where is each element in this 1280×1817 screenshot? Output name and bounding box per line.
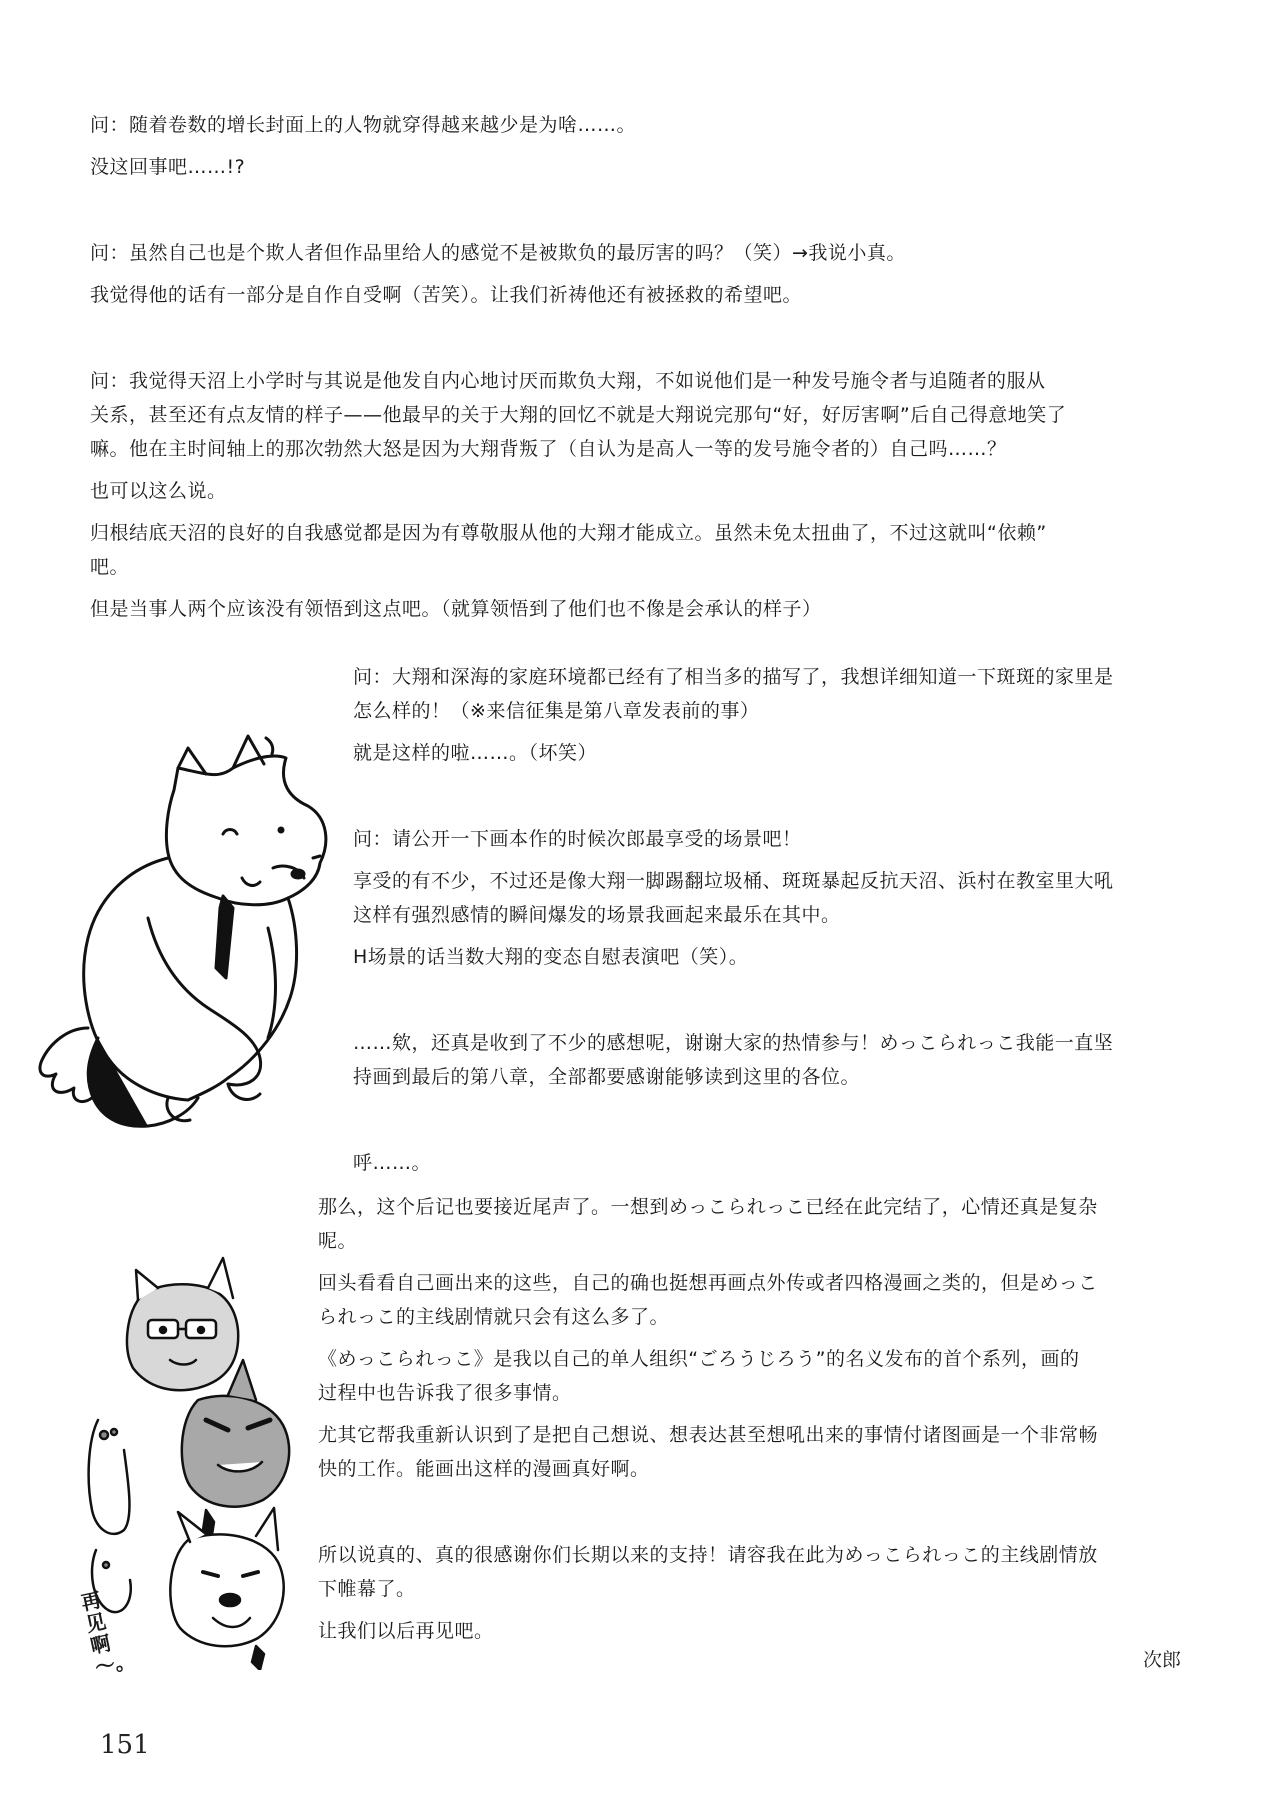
closing-4-line2: 快的工作。能画出这样的漫画真好啊。 bbox=[318, 1458, 650, 1480]
closing-3-line1: 《めっこられっこ》是我以自己的单人组织“ごろうじろう”的名义发布的首个系列，画的 bbox=[318, 1348, 1080, 1370]
answer-amanuma-3: 但是当事人两个应该没有领悟到这点吧。（就算领悟到了他们也不像是会承认的样子） bbox=[90, 598, 822, 620]
answer-favorite-scene-line2: 这样有强烈感情的瞬间爆发的场景我画起来最乐在其中。 bbox=[353, 904, 841, 926]
question-amanuma-line1: 问：我觉得天沼上小学时与其说是他发自内心地讨厌而欺负大翔，不如说他们是一种发号施令者与追随者的服从 bbox=[90, 370, 1046, 392]
closing-6: 让我们以后再见吧。 bbox=[318, 1620, 494, 1642]
sigh-text: 呼……。 bbox=[353, 1152, 432, 1174]
thanks-line1: ……欸，还真是收到了不少的感想呢，谢谢大家的热情参与！めっこられっこ我能一直坚 bbox=[353, 1032, 1114, 1054]
closing-5-line1: 所以说真的、真的很感谢你们长期以来的支持！请容我在此为めっこられっこ的主线剧情放 bbox=[318, 1544, 1098, 1566]
answer-banban: 就是这样的啦……。（坏笑） bbox=[353, 742, 598, 764]
question-favorite-scene: 问：请公开一下画本作的时候次郎最享受的场景吧！ bbox=[353, 828, 802, 850]
answer-bully: 我觉得他的话有一部分是自作自受啊（苦笑）。让我们祈祷他还有被拯救的希望吧。 bbox=[90, 284, 803, 306]
question-amanuma-line2: 关系，甚至还有点友情的样子——他最早的关于大翔的回忆不就是大翔说完那句“好，好厉害啊”后自己得意地笑了 bbox=[90, 404, 1067, 426]
answer-covers: 没这回事吧……!? bbox=[90, 156, 246, 178]
page-number: 151 bbox=[100, 1730, 150, 1760]
closing-3-line2: 过程中也告诉我了很多事情。 bbox=[318, 1382, 572, 1404]
thanks-line2: 持画到最后的第八章，全部都要感谢能够读到这里的各位。 bbox=[353, 1066, 861, 1088]
question-bully: 问：虽然自己也是个欺人者但作品里给人的感觉不是被欺负的最厉害的吗？（笑）→我说小真。 bbox=[90, 242, 906, 264]
answer-favorite-scene-2: H场景的话当数大翔的变态自慰表演吧（笑）。 bbox=[353, 946, 749, 968]
answer-amanuma-1: 也可以这么说。 bbox=[90, 480, 227, 502]
closing-5-line2: 下帷幕了。 bbox=[318, 1578, 416, 1600]
closing-2-line1: 回头看看自己画出来的这些，自己的确也挺想再画点外传或者四格漫画之类的，但是めっこ bbox=[318, 1272, 1098, 1294]
closing-2-line2: られっこ的主线剧情就只会有这么多了。 bbox=[318, 1306, 670, 1328]
closing-1-line1: 那么，这个后记也要接近尾声了。一想到めっこられっこ已经在此完结了，心情还真是复杂 bbox=[318, 1196, 1098, 1218]
closing-1-line2: 呢。 bbox=[318, 1230, 358, 1252]
author-signature: 次郎 bbox=[1143, 1649, 1182, 1671]
goodbye-handwritten-text: 再见啊～。 bbox=[79, 1587, 137, 1680]
answer-amanuma-2-line1: 归根结底天沼的良好的自我感觉都是因为有尊敬服从他的大翔才能成立。虽然未免太扭曲了，不过这就叫“依赖” bbox=[90, 522, 1047, 544]
question-covers: 问：随着卷数的增长封面上的人物就穿得越来越少是为啥……。 bbox=[90, 114, 637, 136]
answer-favorite-scene-line1: 享受的有不少，不过还是像大翔一脚踢翻垃圾桶、斑斑暴起反抗天沼、浜村在教室里大吼 bbox=[353, 870, 1114, 892]
question-banban-line2: 怎么样的！（※来信征集是第八章发表前的事） bbox=[353, 700, 760, 722]
closing-4-line1: 尤其它帮我重新认识到了是把自己想说、想表达甚至想吼出来的事情付诸图画是一个非常畅 bbox=[318, 1424, 1099, 1446]
question-amanuma-line3: 嘛。他在主时间轴上的那次勃然大怒是因为大翔背叛了（自认为是高人一等的发号施令者的）自己吗……？ bbox=[90, 438, 1007, 460]
answer-amanuma-2-line2: 吧。 bbox=[90, 556, 130, 578]
wolf-character-illustration bbox=[28, 728, 348, 1158]
question-banban-line1: 问：大翔和深海的家庭环境都已经有了相当多的描写了，我想详细知道一下斑斑的家里是 bbox=[353, 666, 1114, 688]
